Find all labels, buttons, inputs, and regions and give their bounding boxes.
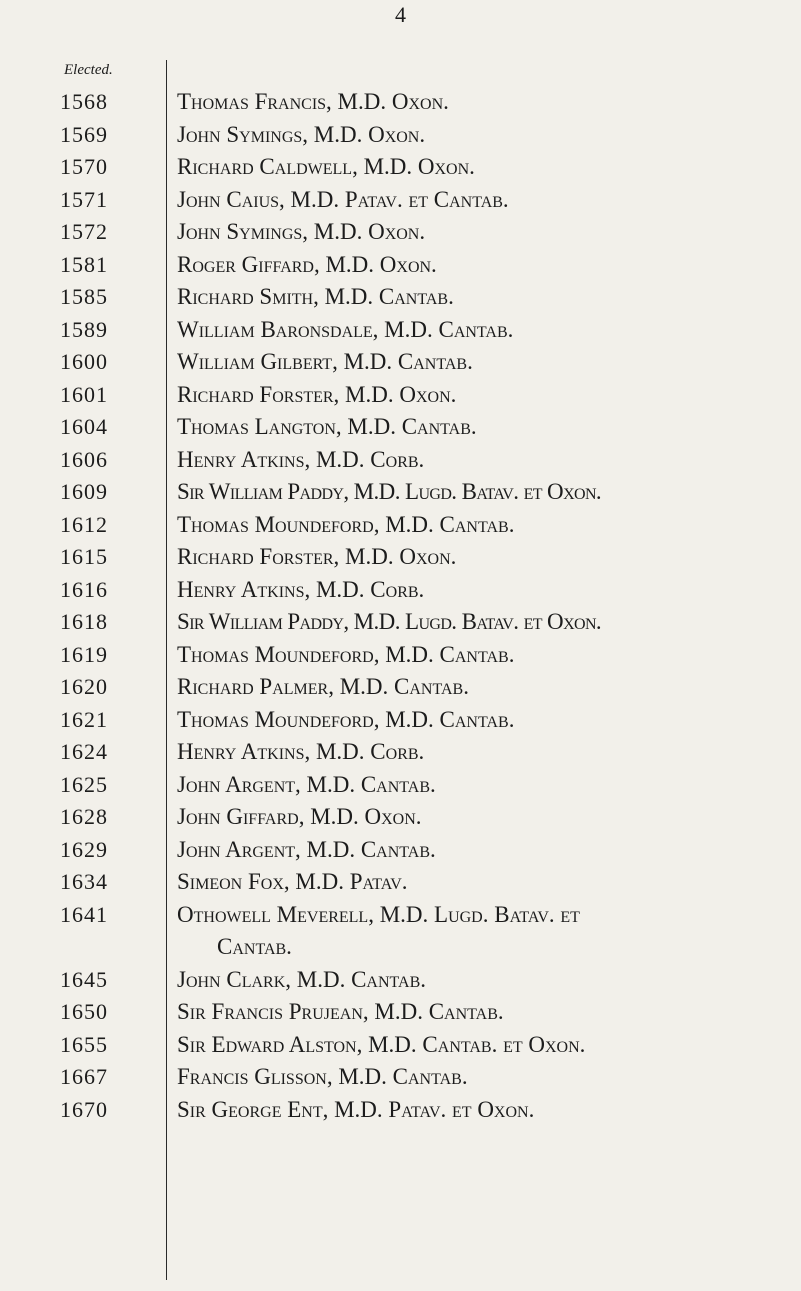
entry-name: John Clark, M.D. Cantab. [177, 966, 426, 992]
list-item [0, 574, 801, 607]
entry-year: 1645 [60, 966, 108, 992]
list-item [0, 996, 801, 1029]
entry-name: Richard Caldwell, M.D. Oxon. [177, 154, 475, 179]
entry-name: Roger Giffard, M.D. Oxon. [177, 251, 437, 277]
list-item [0, 964, 801, 997]
entry-year: 1568 [60, 89, 108, 114]
list-item [0, 866, 801, 899]
list-item [0, 899, 801, 964]
column-heading-elected: Elected. [64, 62, 113, 78]
list-item [0, 606, 801, 639]
entry-year: 1601 [60, 381, 108, 407]
entry-name: Thomas Moundeford, M.D. Cantab. [177, 511, 515, 537]
entry-year: 1569 [60, 121, 108, 147]
list-item [0, 119, 801, 152]
list-item [0, 541, 801, 574]
entry-name: Francis Glisson, M.D. Cantab. [177, 1064, 468, 1089]
entry-year: 1600 [60, 349, 108, 374]
entry-name: John Argent, M.D. Cantab. [177, 836, 436, 862]
presidents-list [0, 86, 801, 1126]
list-item [0, 151, 801, 184]
entry-year: 1612 [60, 511, 108, 537]
entry-name: John Caius, M.D. Patav. et Cantab. [177, 186, 509, 212]
entry-name-continuation: Cantab. [217, 934, 292, 959]
list-item [0, 314, 801, 347]
entry-year: 1604 [60, 414, 108, 439]
entry-year: 1641 [60, 901, 108, 927]
entry-name: John Giffard, M.D. Oxon. [177, 804, 422, 829]
list-item [0, 769, 801, 802]
entry-name: Sir Edward Alston, M.D. Cantab. et Oxon. [177, 1031, 586, 1057]
list-item [0, 281, 801, 314]
entry-name: John Symings, M.D. Oxon. [177, 219, 426, 244]
entry-year: 1618 [60, 609, 108, 634]
list-item [0, 216, 801, 249]
entry-name: Richard Palmer, M.D. Cantab. [177, 674, 469, 699]
entry-year: 1628 [60, 804, 108, 829]
list-item [0, 249, 801, 282]
entry-name: Henry Atkins, M.D. Corb. [177, 739, 425, 764]
list-item [0, 379, 801, 412]
list-item [0, 184, 801, 217]
page-number: 4 [395, 2, 406, 27]
entry-year: 1650 [60, 999, 108, 1024]
entry-name: Sir William Paddy, M.D. Lugd. Batav. et Oxon. [177, 479, 602, 504]
list-item [0, 834, 801, 867]
entry-name: Thomas Francis, M.D. Oxon. [177, 89, 449, 114]
list-item [0, 346, 801, 379]
entry-name: Thomas Moundeford, M.D. Cantab. [177, 706, 515, 732]
entry-year: 1609 [60, 479, 108, 504]
entry-name: Henry Atkins, M.D. Corb. [177, 446, 425, 472]
entry-year: 1621 [60, 706, 108, 732]
entry-year: 1616 [60, 576, 108, 602]
list-item [0, 736, 801, 769]
entry-name: Thomas Langton, M.D. Cantab. [177, 414, 477, 439]
list-item [0, 476, 801, 509]
list-item [0, 1061, 801, 1094]
list-item [0, 444, 801, 477]
entry-name: Thomas Moundeford, M.D. Cantab. [177, 641, 515, 667]
entry-name: Richard Smith, M.D. Cantab. [177, 284, 454, 309]
entry-name [177, 899, 789, 964]
entry-year: 1634 [60, 869, 108, 894]
entry-name: Sir William Paddy, M.D. Lugd. Batav. et Oxon. [177, 609, 602, 634]
entry-name: John Symings, M.D. Oxon. [177, 121, 426, 147]
entry-year: 1629 [60, 836, 108, 862]
entry-year: 1615 [60, 544, 108, 569]
entry-name: Sir Francis Prujean, M.D. Cantab. [177, 999, 504, 1024]
list-item [0, 1094, 801, 1127]
entry-year: 1606 [60, 446, 108, 472]
entry-name: William Baronsdale, M.D. Cantab. [177, 316, 514, 342]
entry-year: 1571 [60, 186, 108, 212]
entry-name: Richard Forster, M.D. Oxon. [177, 381, 457, 407]
entry-year: 1620 [60, 674, 108, 699]
entry-year: 1572 [60, 219, 108, 244]
entry-year: 1667 [60, 1064, 108, 1089]
list-item [0, 86, 801, 119]
entry-year: 1589 [60, 316, 108, 342]
list-item [0, 1029, 801, 1062]
entry-year: 1581 [60, 251, 108, 277]
entry-year: 1619 [60, 641, 108, 667]
list-item [0, 411, 801, 444]
list-item [0, 704, 801, 737]
entry-name: Henry Atkins, M.D. Corb. [177, 576, 425, 602]
entry-name-line: Othowell Meverell, M.D. Lugd. Batav. et [177, 901, 580, 927]
list-item [0, 671, 801, 704]
list-item [0, 639, 801, 672]
entry-name: William Gilbert, M.D. Cantab. [177, 349, 473, 374]
entry-year: 1655 [60, 1031, 108, 1057]
entry-name: Simeon Fox, M.D. Patav. [177, 869, 408, 894]
entry-year: 1624 [60, 739, 108, 764]
entry-name: Sir George Ent, M.D. Patav. et Oxon. [177, 1096, 535, 1122]
entry-year: 1585 [60, 284, 108, 309]
entry-year: 1570 [60, 154, 108, 179]
entry-name: John Argent, M.D. Cantab. [177, 771, 436, 797]
list-item [0, 509, 801, 542]
entry-year: 1670 [60, 1096, 108, 1122]
entry-year: 1625 [60, 771, 108, 797]
entry-name: Richard Forster, M.D. Oxon. [177, 544, 457, 569]
list-item [0, 801, 801, 834]
